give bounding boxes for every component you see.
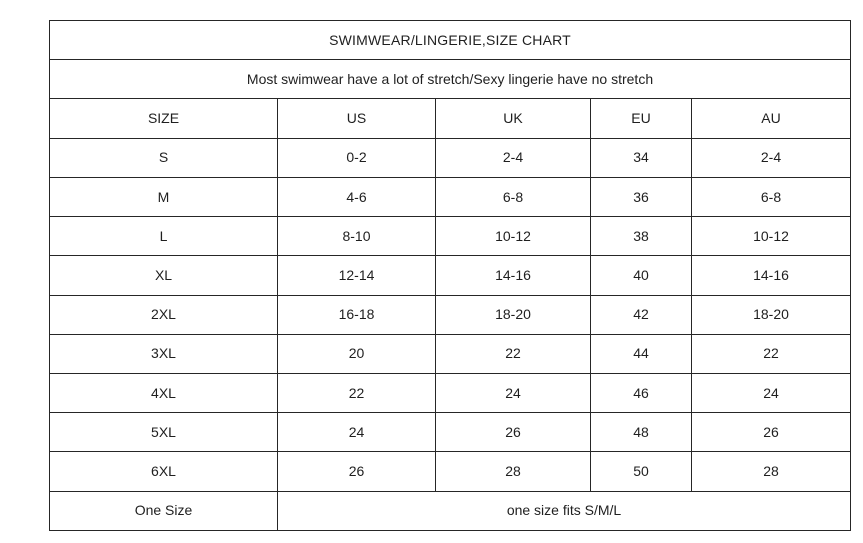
us-cell: 24 — [278, 413, 436, 452]
uk-cell: 24 — [436, 373, 591, 412]
eu-cell: 50 — [591, 452, 692, 491]
au-cell: 26 — [692, 413, 851, 452]
au-cell: 22 — [692, 334, 851, 373]
uk-cell: 26 — [436, 413, 591, 452]
eu-cell: 42 — [591, 295, 692, 334]
uk-cell: 28 — [436, 452, 591, 491]
table-row-5xl — [50, 413, 851, 452]
header-row — [50, 99, 851, 138]
chart-title: SWIMWEAR/LINGERIE,SIZE CHART — [50, 21, 851, 60]
eu-cell: 38 — [591, 217, 692, 256]
us-cell: 8-10 — [278, 217, 436, 256]
column-header-us: US — [278, 99, 436, 138]
uk-cell: 10-12 — [436, 217, 591, 256]
us-cell: 12-14 — [278, 256, 436, 295]
uk-cell: 6-8 — [436, 177, 591, 216]
eu-cell: 46 — [591, 373, 692, 412]
one-size-cell: One Size — [50, 491, 278, 530]
size-cell: 2XL — [50, 295, 278, 334]
size-cell: S — [50, 138, 278, 177]
table-row-6xl — [50, 452, 851, 491]
uk-cell: 2-4 — [436, 138, 591, 177]
size-cell: 6XL — [50, 452, 278, 491]
column-header-uk: UK — [436, 99, 591, 138]
subtitle-row — [50, 60, 851, 99]
column-header-eu: EU — [591, 99, 692, 138]
eu-cell: 34 — [591, 138, 692, 177]
uk-cell: 18-20 — [436, 295, 591, 334]
au-cell: 18-20 — [692, 295, 851, 334]
eu-cell: 40 — [591, 256, 692, 295]
table-row-m — [50, 177, 851, 216]
au-cell: 24 — [692, 373, 851, 412]
column-header-au: AU — [692, 99, 851, 138]
one-size-note-cell: one size fits S/M/L — [278, 491, 851, 530]
size-cell: 4XL — [50, 373, 278, 412]
table-row-s — [50, 138, 851, 177]
us-cell: 16-18 — [278, 295, 436, 334]
size-cell: 3XL — [50, 334, 278, 373]
us-cell: 22 — [278, 373, 436, 412]
uk-cell: 14-16 — [436, 256, 591, 295]
au-cell: 6-8 — [692, 177, 851, 216]
us-cell: 20 — [278, 334, 436, 373]
size-cell: M — [50, 177, 278, 216]
table-row-4xl — [50, 373, 851, 412]
size-cell: XL — [50, 256, 278, 295]
footer-row — [50, 491, 851, 530]
title-row — [50, 21, 851, 60]
column-header-size: SIZE — [50, 99, 278, 138]
uk-cell: 22 — [436, 334, 591, 373]
au-cell: 2-4 — [692, 138, 851, 177]
eu-cell: 36 — [591, 177, 692, 216]
table-row-2xl — [50, 295, 851, 334]
eu-cell: 44 — [591, 334, 692, 373]
table-row-l — [50, 217, 851, 256]
us-cell: 26 — [278, 452, 436, 491]
chart-subtitle: Most swimwear have a lot of stretch/Sexy lingerie have no stretch — [50, 60, 851, 99]
us-cell: 4-6 — [278, 177, 436, 216]
au-cell: 14-16 — [692, 256, 851, 295]
size-cell: 5XL — [50, 413, 278, 452]
size-cell: L — [50, 217, 278, 256]
size-chart-table — [49, 20, 851, 531]
au-cell: 28 — [692, 452, 851, 491]
eu-cell: 48 — [591, 413, 692, 452]
us-cell: 0-2 — [278, 138, 436, 177]
table-row-3xl — [50, 334, 851, 373]
au-cell: 10-12 — [692, 217, 851, 256]
table-row-xl — [50, 256, 851, 295]
